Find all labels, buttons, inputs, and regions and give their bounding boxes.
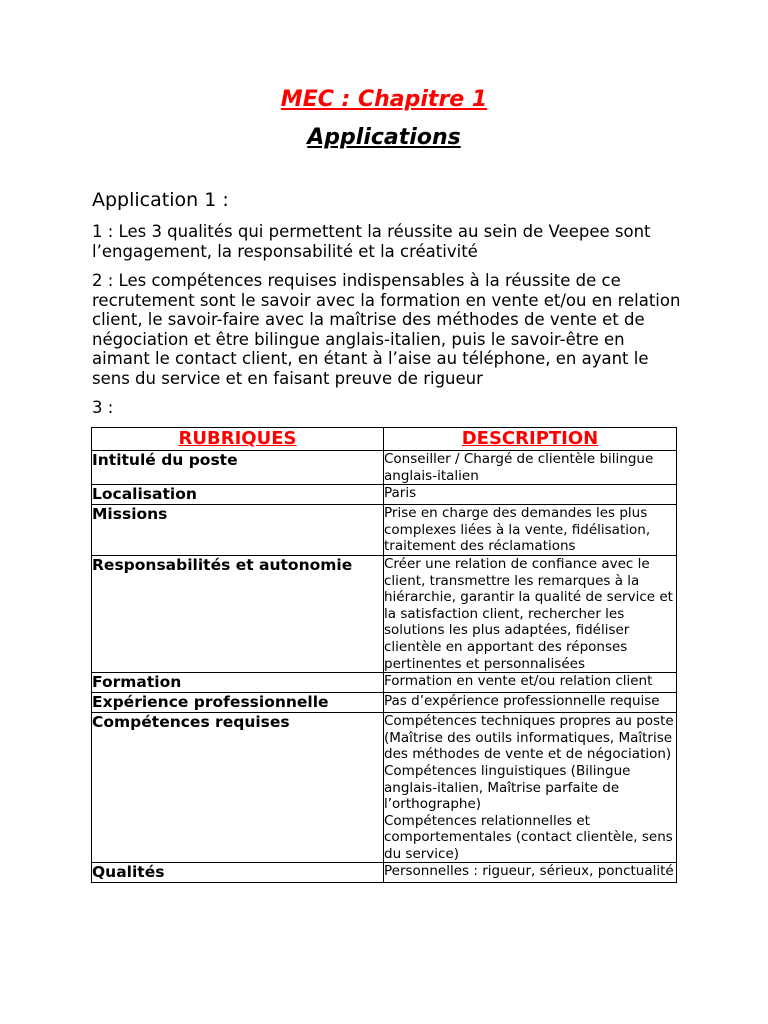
description-text: Compétences linguistiques (Bilingue anglais-italien, Maîtrise parfaite de l’orthographe) — [384, 762, 631, 813]
description-text: Compétences relationnelles et comportementales (contact clientèle, sens du service) — [384, 812, 673, 862]
description-text: Prise en charge des demandes les plus complexes liées à la vente, fidélisation, traitement des réclamations — [384, 505, 651, 555]
section-title: Applications — [307, 125, 461, 150]
rubrique-cell: Intitulé du poste — [92, 451, 384, 485]
rubriques-table — [91, 427, 677, 883]
description-cell — [384, 863, 677, 883]
table-row — [92, 555, 677, 672]
description-cell — [384, 485, 677, 505]
table-row — [92, 485, 677, 505]
table-row — [92, 451, 677, 485]
rubrique-cell: Responsabilités et autonomie — [92, 555, 384, 672]
description-cell — [384, 693, 677, 713]
rubrique-cell: Formation — [92, 673, 384, 693]
description-text: Compétences techniques propres au poste (Maîtrise des outils informatiques, Maîtrise des méthodes de vente et de négociation) — [384, 713, 674, 763]
table-row — [92, 863, 677, 883]
answer-3-label: 3 : — [92, 398, 114, 417]
table-row — [92, 505, 677, 556]
answer-1: 1 : Les 3 qualités qui permettent la réussite au sein de Veepee sont l’engagement, la responsabilité et la créativité — [92, 222, 651, 261]
description-cell — [384, 555, 677, 672]
description-cell — [384, 505, 677, 556]
description-text: Pas d’expérience professionnelle requise — [384, 693, 660, 710]
description-text: Créer une relation de confiance avec le client, transmettre les remarques à la hiérarchie, garantir la qualité de service et la satisfaction client, rechercher les solutions les plus adaptées, fidéliser clientèle en apportant des réponses pertinentes et personnalisées — [384, 555, 673, 672]
description-text: Conseiller / Chargé de clientèle bilingue anglais-italien — [384, 451, 654, 484]
application-heading: Application 1 : — [92, 189, 229, 211]
description-cell — [384, 713, 677, 863]
table-header-row — [92, 428, 677, 451]
chapter-title: MEC : Chapitre 1 — [280, 87, 488, 112]
description-text: Personnelles : rigueur, sérieux, ponctualité — [384, 863, 674, 880]
description-text: Formation en vente et/ou relation client — [384, 673, 653, 690]
rubrique-cell: Missions — [92, 505, 384, 556]
description-cell — [384, 451, 677, 485]
rubrique-cell: Qualités — [92, 863, 384, 883]
table-row — [92, 713, 677, 863]
description-text: Paris — [384, 485, 417, 502]
answer-2: 2 : Les compétences requises indispensables à la réussite de ce recrutement sont le savoir avec la formation en vente et/ou en relation client, le savoir-faire avec la maîtrise des méthodes de vente et de négociation et être bilingue anglais-italien, puis le savoir-être en aimant le contact client, en étant à l’aise au téléphone, en ayant le sens du service et en faisant preuve de rigueur — [92, 271, 681, 388]
description-cell — [384, 673, 677, 693]
header-rubriques: RUBRIQUES — [92, 428, 384, 451]
header-description: DESCRIPTION — [384, 428, 677, 451]
table-row — [92, 693, 677, 713]
table-row — [92, 673, 677, 693]
rubrique-cell: Expérience professionnelle — [92, 693, 384, 713]
rubrique-cell: Compétences requises — [92, 713, 384, 863]
rubrique-cell: Localisation — [92, 485, 384, 505]
